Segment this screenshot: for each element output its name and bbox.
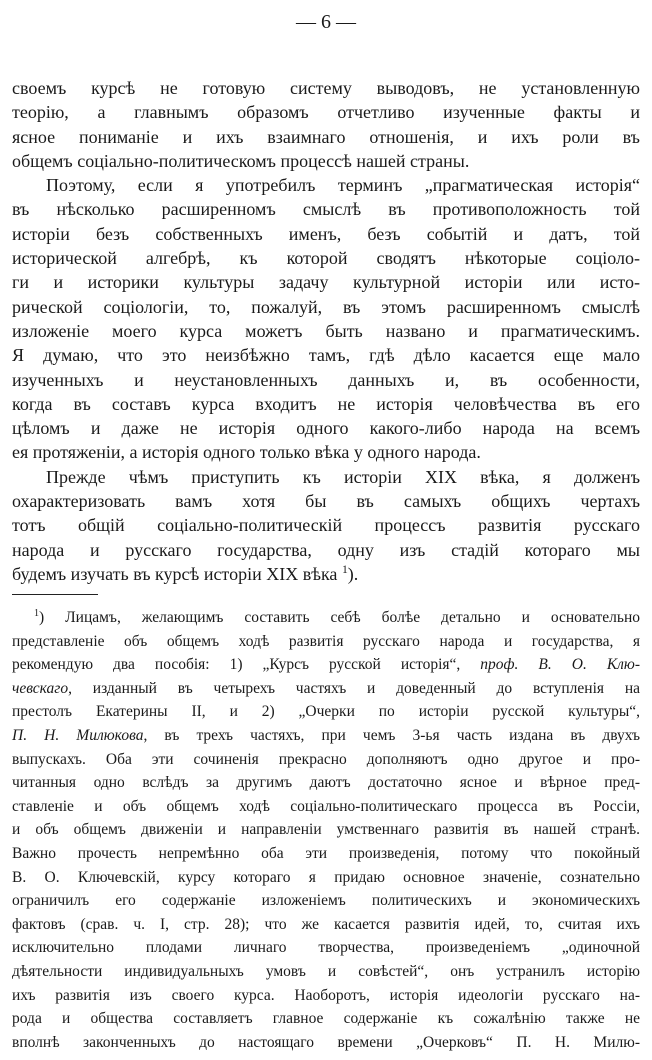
footnote-line <box>12 700 640 724</box>
text-segment: своемъ курсѣ не готовую систему выводовъ, не установленную <box>12 78 640 98</box>
text-line <box>12 489 640 513</box>
text-segment: В. О. Ключевскій, курсу котораго я придаю основное значеніе, сознательно <box>12 868 640 886</box>
text-line <box>12 270 640 294</box>
text-segment: Я думаю, что это неизбѣжно тамъ, гдѣ дѣло касается еще мало <box>12 345 640 366</box>
text-line <box>12 149 640 173</box>
footnote-line <box>12 724 640 748</box>
footnote-line <box>12 936 640 960</box>
footnote-divider <box>12 594 98 595</box>
text-line <box>12 513 640 537</box>
text-segment: ихъ развитія изъ своего курса. Наоборотъ, исторія идеологіи русскаго на- <box>12 986 640 1004</box>
text-line <box>12 465 640 489</box>
footnote-line <box>12 771 640 795</box>
text-line <box>12 125 640 149</box>
text-segment: читанныя одно вслѣдъ за другимъ даютъ достаточно ясное и вѣрное пред- <box>12 774 640 792</box>
footnote-line <box>12 913 640 937</box>
text-segment: когда въ составъ курса входитъ не исторія человѣчества въ его <box>12 393 640 414</box>
main-text <box>12 76 640 586</box>
italic-text: П. Н. Милюкова <box>12 726 144 744</box>
text-line <box>12 538 640 562</box>
text-line <box>12 222 640 246</box>
text-line <box>12 295 640 319</box>
text-line <box>12 100 640 124</box>
text-segment: будемъ изучать въ курсѣ исторіи XIX вѣка <box>12 563 342 584</box>
text-line <box>12 173 640 197</box>
text-segment: ). <box>347 563 359 584</box>
footnote <box>12 606 640 1054</box>
footnote-line <box>12 984 640 1008</box>
italic-text: чевскаго <box>12 679 69 697</box>
text-segment: охарактеризовать вамъ хотя бы въ самыхъ общихъ чертахъ <box>12 491 640 512</box>
footnote-line <box>12 866 640 890</box>
footnote-marker: 1 <box>341 562 348 576</box>
text-line <box>12 368 640 392</box>
footnote-line <box>12 960 640 984</box>
footnote-line <box>12 842 640 866</box>
footnote-line <box>12 1031 640 1055</box>
footnote-line <box>12 748 640 772</box>
text-segment: въ нѣсколько расширенномъ смыслѣ въ противоположность той <box>12 199 640 220</box>
text-segment: изученныхъ и неустановленныхъ данныхъ и, въ особенности, <box>12 369 640 390</box>
text-segment: ясное пониманіе и ихъ взаимнаго отношенія, и ихъ роли въ <box>12 126 640 147</box>
text-segment: ставленіе и объ общемъ ходѣ соціально-политическаго процесса въ Россіи, <box>12 797 640 815</box>
text-segment: дѣятельности индивидуальныхъ умовъ и совѣстей“, онъ устранилъ исторію <box>12 962 640 980</box>
text-segment: исторіи безъ собственныхъ именъ, безъ событій и датъ, той <box>12 223 640 244</box>
footnote-line <box>12 677 640 701</box>
text-line <box>12 392 640 416</box>
text-segment: рической соціологіи, то, пожалуй, въ этомъ расширенномъ смыслѣ <box>12 296 640 317</box>
text-line <box>12 246 640 270</box>
text-segment: Важно прочесть непремѣнно оба эти произведенія, потому что покойный <box>12 844 640 862</box>
text-segment: исторической алгебрѣ, къ которой сводятъ нѣкоторые соціоло- <box>12 248 640 269</box>
text-line <box>12 440 640 464</box>
text-segment: ограничилъ его содержаніе изложеніемъ политическихъ и экономическихъ <box>12 892 640 910</box>
italic-text: проф. В. О. Клю- <box>480 656 641 674</box>
footnote-line <box>12 606 640 630</box>
text-segment: рекомендую два пособія: 1) „Курсъ русской исторія“, <box>12 656 481 674</box>
text-segment: рода и общества составляетъ главное содержаніе къ сожалѣнію также не <box>12 1010 640 1028</box>
text-line <box>12 197 640 221</box>
footnote-line <box>12 653 640 677</box>
text-segment: исключительно плодами личнаго творчества, произведеніемъ „одиночной <box>12 939 640 957</box>
text-segment: , въ трехъ частяхъ, при чемъ 3-ья часть издана въ двухъ <box>143 726 640 744</box>
text-segment: цѣломъ и даже не исторія одного какого-либо народа на всемъ <box>12 418 640 439</box>
text-line <box>12 343 640 367</box>
text-segment: представленіе объ общемъ ходѣ развитія русскаго народа и государства, я <box>12 632 640 650</box>
text-segment: вполнѣ законченныхъ до настоящаго времени „Очерковъ“ П. Н. Милю- <box>12 1033 640 1051</box>
text-segment: выпускахъ. Оба эти сочиненія прекрасно дополняютъ одно другое и про- <box>12 750 640 768</box>
text-segment: изложеніе моего курса можетъ быть названо и прагматическимъ. <box>12 320 640 341</box>
text-segment: тотъ общій соціально-политическій процессъ развитія русскаго <box>12 515 640 536</box>
text-line <box>12 562 640 586</box>
text-segment: Прежде чѣмъ приступить къ исторіи XIX вѣка, я долженъ <box>46 466 640 487</box>
text-segment: теорію, а главнымъ образомъ отчетливо изученные факты и <box>12 102 640 123</box>
text-segment: Поэтому, если я употребилъ терминъ „прагматическая исторія“ <box>46 175 640 196</box>
footnote-line <box>12 630 640 654</box>
text-segment: и объ общемъ движеніи и направленіи умственнаго развитія въ нашей странѣ. <box>12 821 640 839</box>
text-line <box>12 76 640 100</box>
footnote-line <box>12 889 640 913</box>
footnote-marker: 1 <box>34 607 40 619</box>
text-segment: , изданный въ четырехъ частяхъ и доведенный до вступленія на <box>68 679 640 697</box>
text-segment: престолъ Екатерины II, и 2) „Очерки по исторіи русской культуры“, <box>12 703 640 721</box>
footnote-line <box>12 1007 640 1031</box>
text-line <box>12 416 640 440</box>
text-segment: ги и историки культуры задачу культурной исторіи или исто- <box>12 272 640 293</box>
text-line <box>12 319 640 343</box>
text-segment: фактовъ (срав. ч. I, стр. 28); что же касается развитія идей, то, считая ихъ <box>12 915 640 933</box>
text-segment: общемъ соціально-политическомъ процессѣ нашей страны. <box>12 150 470 171</box>
footnote-line <box>12 818 640 842</box>
text-segment: народа и русскаго государства, одну изъ стадій котораго мы <box>12 539 640 560</box>
footnote-line <box>12 795 640 819</box>
text-segment: ея протяженіи, а исторія одного только вѣка у одного народа. <box>12 442 481 463</box>
text-segment: ) Лицамъ, желающимъ составить себѣ болѣе детально и основательно <box>39 609 640 626</box>
page-number: — 6 — <box>296 11 356 33</box>
